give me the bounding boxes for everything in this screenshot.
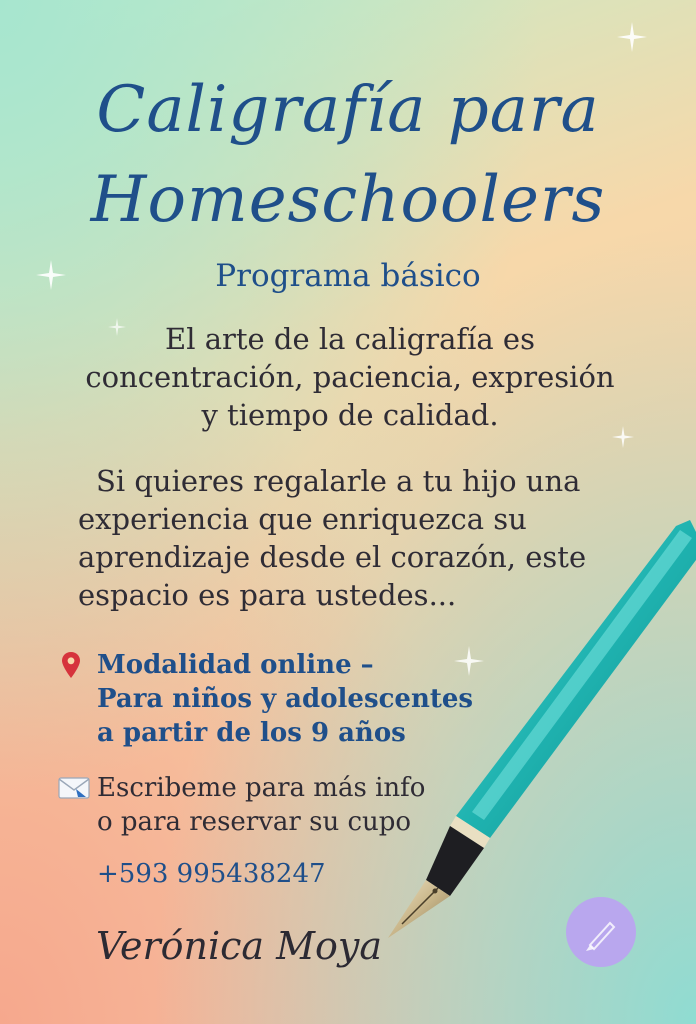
contact-line: Escribeme para más info <box>97 773 426 803</box>
body-line: espacio es para ustedes... <box>78 578 457 612</box>
contact-line: o para reservar su cupo <box>97 807 412 837</box>
body-line: Si quieres regalarle a tu hijo una <box>96 464 581 498</box>
body-line: aprendizaje desde el corazón, este <box>78 540 587 574</box>
intro-line: y tiempo de calidad. <box>201 398 499 432</box>
body-line: experiencia que enriquezca su <box>78 502 527 536</box>
title-line-2: Homeschoolers <box>90 163 606 237</box>
modality-line: Modalidad online – <box>97 650 374 680</box>
envelope-icon <box>58 777 90 799</box>
map-pin-icon <box>62 652 80 678</box>
modality-line: Para niños y adolescentes <box>97 684 474 714</box>
title-line-1: Caligrafía para <box>96 73 600 147</box>
contact-info <box>97 771 425 839</box>
nib-glyph-icon <box>566 897 636 967</box>
signature: Verónica Moya <box>96 924 383 968</box>
fountain-pen-illustration <box>380 520 696 940</box>
intro-line: concentración, paciencia, expresión <box>85 360 615 394</box>
phone-number[interactable]: +593 995438247 <box>97 859 326 889</box>
subtitle: Programa básico <box>215 258 481 294</box>
intro-paragraph <box>40 320 660 434</box>
intro-line: El arte de la caligrafía es <box>165 322 535 356</box>
pen-nib-badge-icon <box>566 897 636 967</box>
modality-line: a partir de los 9 años <box>97 718 406 748</box>
sparkle-icon <box>617 22 647 52</box>
